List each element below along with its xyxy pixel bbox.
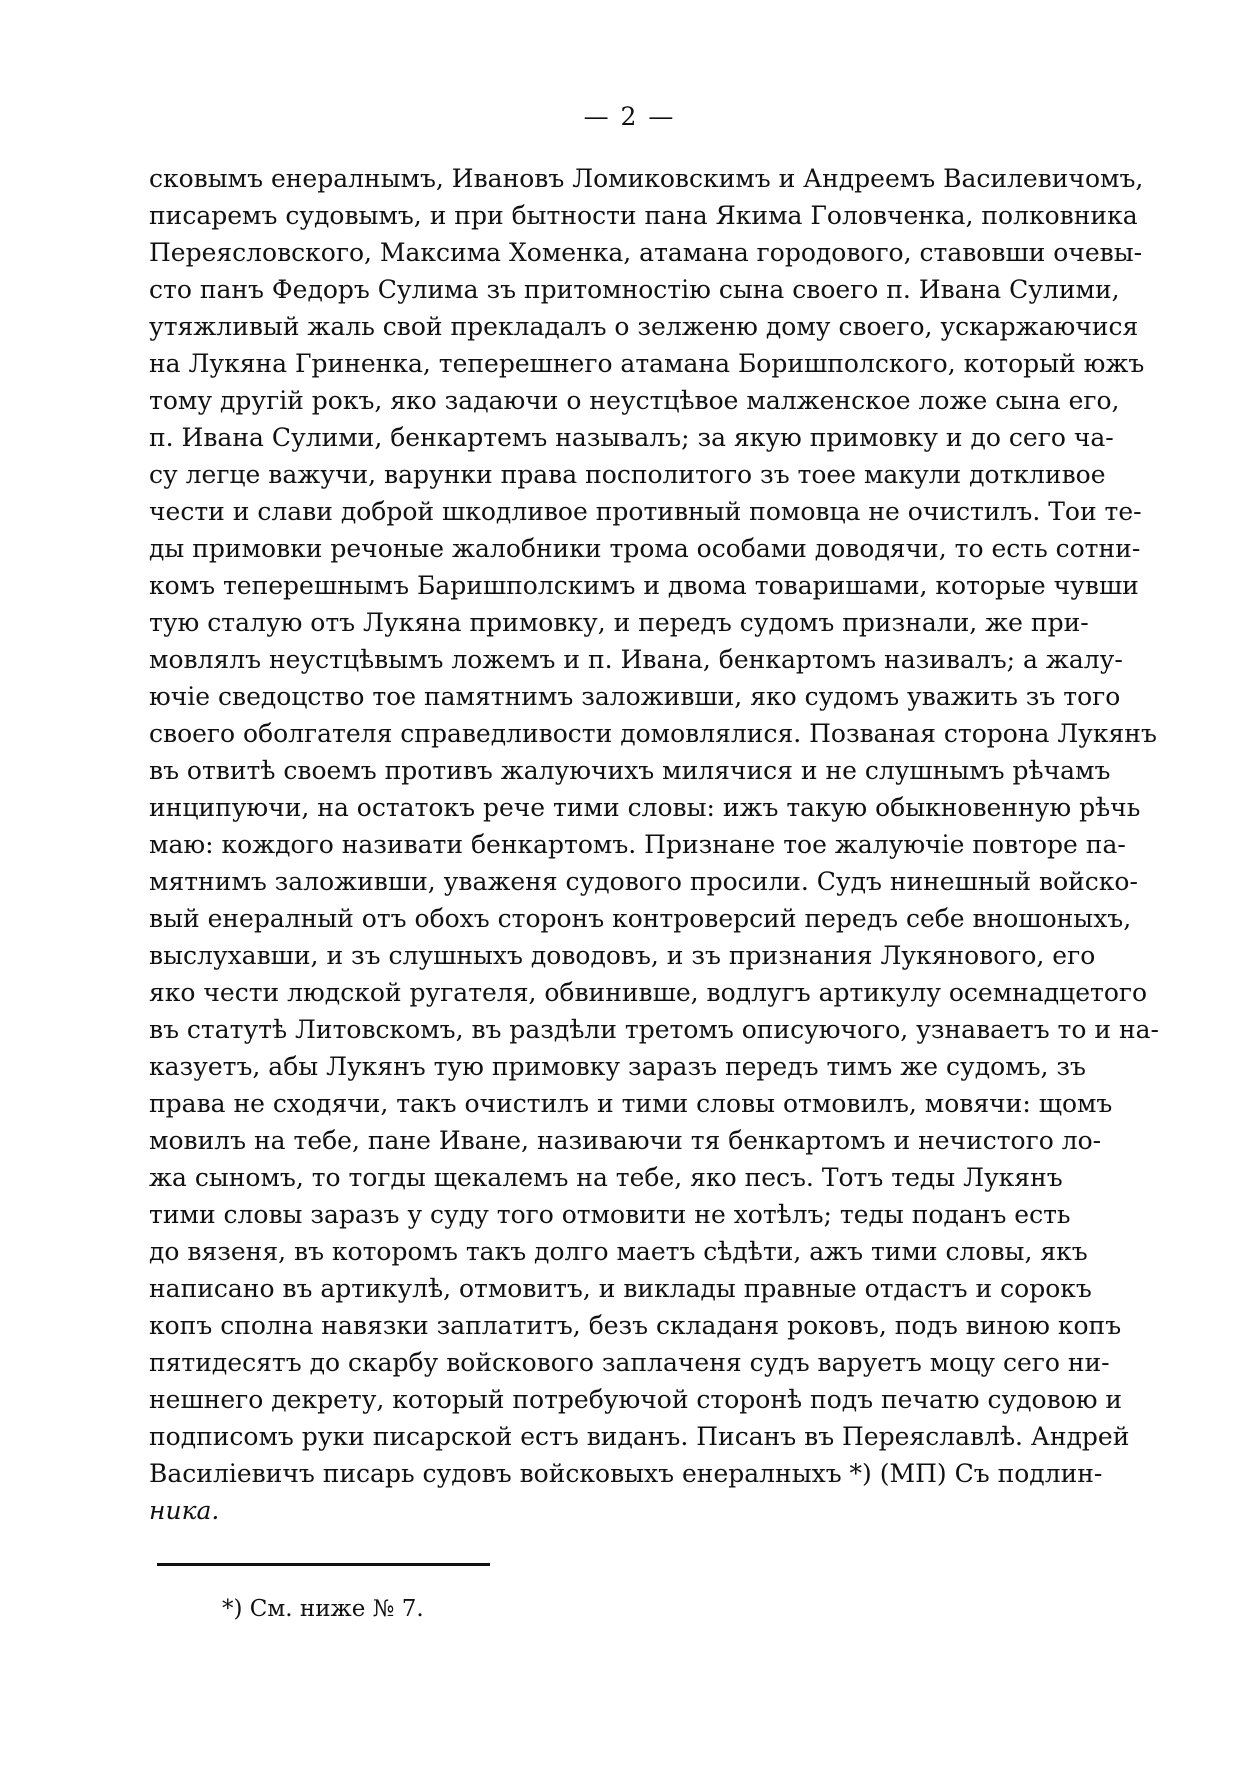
text-line: маю: кождого називати бенкартомъ. Признане тое жалуючіе повторе па- [149,830,1126,859]
text-line: мятнимъ заложивши, уваженя судового просили. Судъ нинешный войско- [149,867,1138,896]
text-line: чести и слави доброй шкодливое противный помовца не очистилъ. Тои те- [149,497,1142,526]
text-line: су легце важучи, варунки права посполитого зъ тоее макули доткливое [149,460,1106,489]
text-line: права не сходячи, такъ очистилъ и тими словы отмовилъ, мовячи: щомъ [149,1089,1113,1118]
text-line: ды примовки речоные жалобники трома особами доводячи, то есть сотни- [149,534,1141,563]
text-line: тую сталую отъ Лукяна примовку, и передъ судомъ признали, же при- [149,608,1089,637]
text-line: до вязеня, въ которомъ такъ долго маетъ сѣдѣти, ажъ тими словы, якъ [149,1237,1088,1266]
text-line: мовлялъ неустцѣвымъ ложемъ и п. Ивана, бенкартомъ називалъ; а жалу- [149,645,1123,674]
text-line: написано въ артикулѣ, отмовитъ, и виклады правные отдастъ и сорокъ [149,1274,1092,1303]
text-line: инципуючи, на остатокъ рече тими словы: ижъ такую обыкновенную рѣчь [149,793,1141,822]
document-body [149,160,1159,1529]
text-line: жа сыномъ, то тогды щекалемъ на тебе, яко песъ. Тотъ теды Лукянъ [149,1163,1063,1192]
text-line: яко чести людской ругателя, обвинивше, водлугъ артикулу осемнадцетого [149,978,1148,1007]
text-line: Василіевичъ писарь судовъ войсковыхъ енералныхъ *) (МП) Съ подлин- [149,1459,1103,1488]
text-line: подписомъ руки писарской естъ виданъ. Писанъ въ Переяславлѣ. Андрей [149,1422,1130,1451]
text-line: вый енералный отъ обохъ сторонъ контроверсий передъ себе вношоныхъ, [149,904,1132,933]
footnote: *) См. ниже № 7. [222,1596,424,1622]
text-line: казуетъ, абы Лукянъ тую примовку заразъ передъ тимъ же судомъ, зъ [149,1052,1086,1081]
page-number: — 2 — [583,102,676,131]
text-line: писаремъ судовымъ, и при бытности пана Якима Головченка, полковника [149,201,1138,230]
text-line: нешнего декрету, который потребуючой сторонѣ подъ печатю судовою и [149,1385,1123,1414]
text-line: п. Ивана Сулими, бенкартемъ называлъ; за якую примовку и до сего ча- [149,423,1114,452]
text-line: въ отвитѣ своемъ противъ жалуючихъ милячися и не слушнымъ рѣчамъ [149,756,1111,785]
text-line: пятидесятъ до скарбу войскового заплаченя судъ варуетъ моцу сего ни- [149,1348,1110,1377]
text-line: своего оболгателя справедливости домовлялися. Позваная сторона Лукянъ [149,719,1157,748]
text-line: сто панъ Федоръ Сулима зъ притомностію сына своего п. Ивана Сулими, [149,275,1120,304]
text-line: тому другій рокъ, яко задаючи о неустцѣвое малженское ложе сына его, [149,386,1120,415]
text-line: сковымъ енералнымъ, Ивановъ Ломиковскимъ и Андреемъ Василевичомъ, [149,164,1144,193]
footnote-divider [157,1563,490,1566]
text-line: выслухавши, и зъ слушныхъ доводовъ, и зъ признания Лукянового, его [149,941,1096,970]
text-line-final: ника. [149,1496,220,1525]
text-line: утяжливый жаль свой прекладалъ о зелженю дому своего, ускаржаючися [149,312,1139,341]
text-line: тими словы заразъ у суду того отмовити не хотѣлъ; теды поданъ есть [149,1200,1071,1229]
text-line: въ статутѣ Литовскомъ, въ раздѣли третомъ описуючого, узнаваетъ то и на- [149,1015,1159,1044]
text-line: Переясловского, Максима Хоменка, атамана городового, ставовши очевы- [149,238,1143,267]
text-line: комъ теперешнымъ Баришполскимъ и двома товаришами, которые чувши [149,571,1139,600]
text-line: ючіе сведоцство тое памятнимъ заложивши, яко судомъ уважить зъ того [149,682,1121,711]
text-line: на Лукяна Гриненка, теперешнего атамана Боришполского, который южъ [149,349,1145,378]
text-line: копъ сполна навязки заплатитъ, безъ складаня роковъ, подъ виною копъ [149,1311,1122,1340]
text-line: мовилъ на тебе, пане Иване, називаючи тя бенкартомъ и нечистого ло- [149,1126,1102,1155]
